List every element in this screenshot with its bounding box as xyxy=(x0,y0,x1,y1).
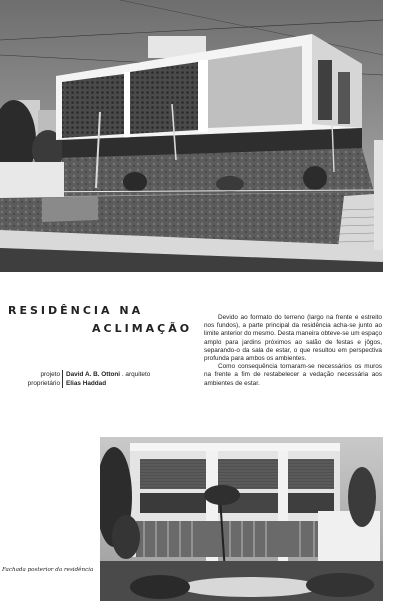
project-label: projeto xyxy=(40,371,60,378)
owner-name: Elias Haddad xyxy=(62,379,106,388)
body-paragraph-2: Como consequência tornaram-se necessários os muros na frente a fim de restabelecer a vedação necessária aos ambientes de estar. xyxy=(204,363,382,387)
architect-name: David A. B. Ottoni xyxy=(66,371,121,378)
credit-row-owner xyxy=(8,379,150,388)
project-value xyxy=(62,370,150,379)
architect-role: . arquiteto xyxy=(120,371,151,378)
body-paragraph-1: Devido ao formato do terreno (largo na frente e estreito nos fundos), a parte principal da residência acha-se junto ao limite anterior do mesmo. Desta maneira obteve-se um espaço amplo para jardins próximos ao salão de festas e jôgos, separando-o da sala de estar, o que resultou em perspectiva profunda para ambos os ambientes. xyxy=(204,314,382,363)
credits-block xyxy=(8,370,150,388)
article-body xyxy=(204,314,382,388)
front-facade-photo xyxy=(0,0,383,272)
rear-facade-photo xyxy=(100,437,383,601)
photo-caption: Fachada posterior da residência xyxy=(2,567,94,573)
page-title-line-2: ACLIMAÇÃO xyxy=(92,322,193,335)
credit-row-project xyxy=(8,370,150,379)
page-title-line-1: RESIDÊNCIA NA xyxy=(8,304,144,317)
owner-label: proprietário xyxy=(27,380,60,387)
